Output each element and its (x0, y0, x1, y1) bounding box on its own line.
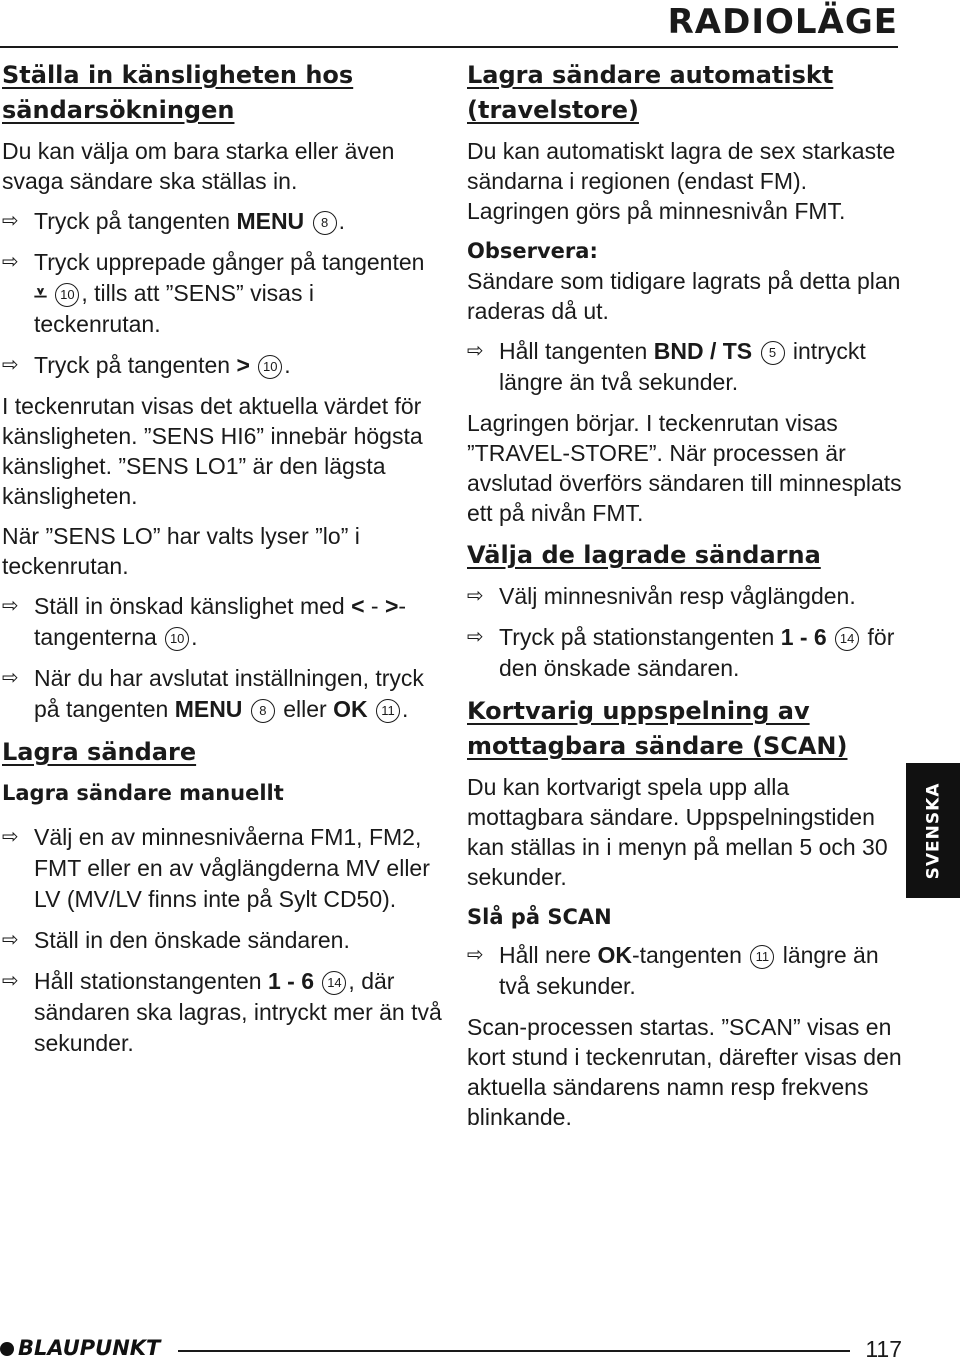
step-text: Välj minnesnivån resp våglängden. (499, 583, 856, 609)
arrow-icon: ⇨ (2, 251, 19, 273)
brand-logo: BLAUPUNKT (0, 1336, 160, 1360)
step-item (2, 925, 442, 956)
sensitivity-intro: Du kan välja om bara starka eller även svaga sändare ska ställas in. (2, 138, 395, 194)
key-number-icon: 11 (376, 699, 400, 723)
step-item (467, 336, 902, 398)
step-item (467, 581, 902, 612)
section-heading-sensitivity: Ställa in känsligheten hos sändarsökningen (2, 61, 354, 124)
logo-dot-icon (0, 1342, 14, 1356)
note-heading: Observera: (467, 239, 598, 263)
arrow-icon: ⇨ (2, 970, 19, 992)
arrow-icon: ⇨ (467, 626, 484, 648)
key-number-icon: 8 (251, 699, 275, 723)
arrow-icon: ⇨ (2, 667, 19, 689)
step-item (2, 966, 442, 1059)
arrow-icon: ⇨ (2, 826, 19, 848)
section-heading-travelstore: Lagra sändare automatiskt (travelstore) (467, 61, 834, 124)
key-number-icon: 11 (750, 945, 774, 969)
step-text: Ställ in önskad känslighet med < - >-tangenterna 10 . (34, 593, 407, 650)
travelstore-intro: Du kan automatiskt lagra de sex starkaste sändarna i regionen (endast FM). Lagringen görs på minnesnivån FMT. (467, 138, 896, 224)
scan-paragraph: Scan-processen startas. ”SCAN” visas en kort stund i teckenrutan, därefter visas den aktuella sändarens namn resp frekvens blinkande. (467, 1014, 902, 1130)
key-number-icon: 14 (322, 971, 346, 995)
step-text: Håll tangenten BND / TS 5 intryckt längre än två sekunder. (499, 338, 866, 395)
step-text: Ställ in den önskade sändaren. (34, 927, 350, 953)
step-item (2, 663, 442, 725)
step-item (467, 940, 902, 1002)
language-tab (906, 763, 960, 898)
section-heading-scan: Kortvarig uppspelning av mottagbara sändare (SCAN) (467, 697, 848, 760)
step-item (2, 350, 442, 381)
sensitivity-paragraph: När ”SENS LO” har valts lyser ”lo” i teckenrutan. (2, 523, 360, 579)
key-number-icon: 14 (835, 627, 859, 651)
header-rule (0, 46, 898, 48)
note-text: Sändare som tidigare lagrats på detta plan raderas då ut. (467, 268, 901, 324)
key-number-icon: 8 (313, 211, 337, 235)
right-column (467, 58, 902, 1142)
down-key-icon: ⩡ (34, 280, 47, 306)
step-text: När du har avslutat inställningen, tryck på tangenten MENU 8 eller OK 11 . (34, 665, 424, 722)
step-item (2, 822, 442, 915)
scan-intro: Du kan kortvarigt spela upp alla mottagbara sändare. Uppspelningstiden kan ställas in i menyn på mellan 5 och 30 sekunder. (467, 774, 888, 890)
subheading-manual-store: Lagra sändare manuellt (2, 781, 284, 805)
step-item (2, 247, 442, 340)
arrow-icon: ⇨ (2, 354, 19, 376)
sensitivity-paragraph: I teckenrutan visas det aktuella värdet för känsligheten. ”SENS HI6” innebär högsta känslighet. ”SENS LO1” är den lägsta känsligheten. (2, 393, 423, 509)
section-heading-select: Välja de lagrade sändarna (467, 541, 821, 569)
step-text: Tryck upprepade gånger på tangenten ⩡ 10 , tills att ”SENS” visas i teckenrutan. (34, 249, 425, 337)
key-number-icon: 5 (761, 341, 785, 365)
footer-rule (178, 1350, 850, 1352)
step-item (2, 591, 442, 653)
subheading-scan-on: Slå på SCAN (467, 905, 612, 929)
page-title: RADIOLÄGE (667, 2, 898, 42)
right-key-icon: > (384, 593, 399, 619)
left-key-icon: < (351, 593, 365, 619)
step-text: Tryck på stationstangenten 1 - 6 14 för den önskade sändaren. (499, 624, 895, 681)
arrow-icon: ⇨ (467, 585, 484, 607)
step-item (2, 206, 442, 237)
arrow-icon: ⇨ (2, 210, 19, 232)
step-text: Välj en av minnesnivåerna FM1, FM2, FMT eller en av våglängderna MV eller LV (MV/LV finns inte på Sylt CD50). (34, 824, 430, 912)
arrow-icon: ⇨ (467, 944, 484, 966)
page-footer (0, 1336, 902, 1362)
travelstore-paragraph: Lagringen börjar. I teckenrutan visas ”TRAVEL-STORE”. När processen är avslutad överförs sändaren till minnesplats ett på nivån FMT. (467, 410, 902, 526)
arrow-icon: ⇨ (2, 929, 19, 951)
key-number-icon: 10 (55, 283, 79, 307)
step-text: Tryck på tangenten MENU 8 . (34, 208, 345, 234)
step-item (467, 622, 902, 684)
page-number: 117 (865, 1336, 902, 1362)
key-number-icon: 10 (165, 627, 189, 651)
step-text: Tryck på tangenten > 10 . (34, 352, 291, 378)
step-text: Håll stationstangenten 1 - 6 14 , där sändaren ska lagras, intryckt mer än två sekunder. (34, 968, 442, 1056)
arrow-icon: ⇨ (2, 595, 19, 617)
right-key-icon: > (236, 352, 250, 378)
step-text: Håll nere OK-tangenten 11 längre än två sekunder. (499, 942, 879, 999)
key-number-icon: 10 (258, 355, 282, 379)
arrow-icon: ⇨ (467, 340, 484, 362)
section-heading-store: Lagra sändare (2, 738, 197, 766)
language-tab-label: SVENSKA (923, 782, 944, 879)
left-column (2, 58, 442, 1069)
